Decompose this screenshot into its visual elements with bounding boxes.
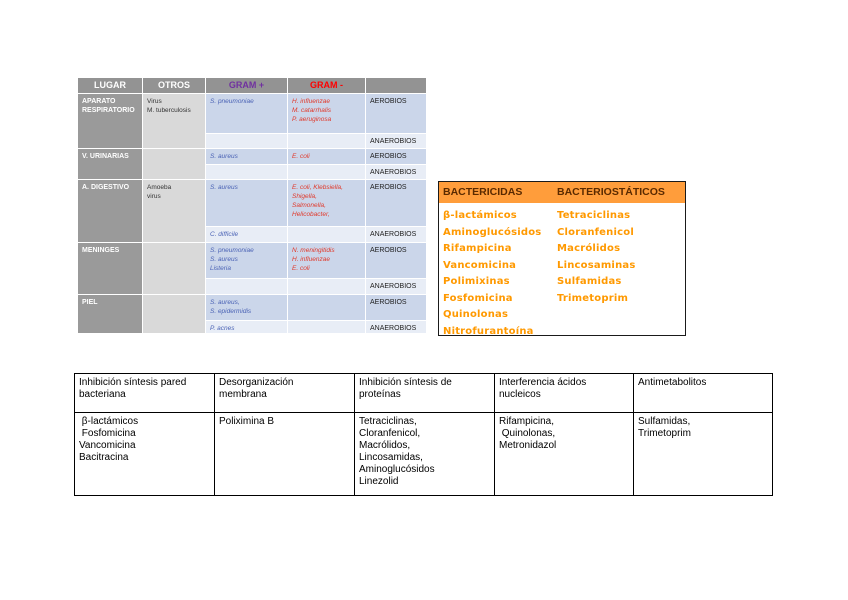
header-cell-cell-wall: Inhibición síntesis pared bacteriana <box>75 374 215 413</box>
header-gram-negative: GRAM - <box>288 78 366 94</box>
gram-negative-cell: H. influenzae M. catarrhalis P. aeruginosa <box>288 94 366 134</box>
list-item: Lincosaminas <box>557 259 636 271</box>
list-item: β-lactámicos <box>443 210 517 221</box>
bactericidas-list <box>443 208 541 340</box>
table-row <box>78 180 427 227</box>
header-lugar: LUGAR <box>78 78 143 94</box>
oxygen-cell: ANAEROBIOS <box>366 321 427 334</box>
header-cell-antimetabolites: Antimetabolitos <box>634 374 773 413</box>
header-cell-membrane: Desorganización membrana <box>215 374 355 413</box>
location-cell: PIEL <box>78 295 143 334</box>
location-cell: MENINGES <box>78 243 143 295</box>
header-otros: OTROS <box>143 78 206 94</box>
header-row <box>75 374 773 413</box>
gram-positive-cell: S. aureus <box>206 180 288 227</box>
oxygen-cell: ANAEROBIOS <box>366 227 427 243</box>
box-header <box>439 182 685 203</box>
oxygen-cell: AEROBIOS <box>366 149 427 165</box>
oxygen-cell: AEROBIOS <box>366 295 427 321</box>
others-cell: Amoeba virus <box>143 180 206 243</box>
header-gram-positive: GRAM + <box>206 78 288 94</box>
oxygen-cell: ANAEROBIOS <box>366 134 427 149</box>
list-item: Vancomicina <box>443 259 517 271</box>
list-item: Polimixinas <box>443 276 510 287</box>
oxygen-cell: ANAEROBIOS <box>366 165 427 180</box>
list-item: Quinolonas <box>443 309 509 320</box>
list-item: Nitrofurantoína <box>443 325 534 337</box>
header-row <box>78 78 427 94</box>
table-cell: Tetraciclinas, Cloranfenicol, Macrólidos, Lincosamidas, Aminoglucósidos Linezolid <box>355 413 495 496</box>
list-item: Sulfamidas <box>557 276 622 287</box>
others-cell <box>143 149 206 180</box>
gram-positive-cell: S. pneumoniae <box>206 94 288 134</box>
table-row <box>78 243 427 279</box>
oxygen-cell: AEROBIOS <box>366 243 427 279</box>
gram-positive-cell: C. difficile <box>206 227 288 243</box>
location-cell: V. URINARIAS <box>78 149 143 180</box>
table-cell: Poliximina B <box>215 413 355 496</box>
table-row <box>75 413 773 496</box>
table-cell: Sulfamidas, Trimetoprim <box>634 413 773 496</box>
bacteria-location-table <box>77 77 427 334</box>
gram-negative-cell: E. coli, Klebsiella, Shigella, Salmonella, Helicobacter, <box>288 180 366 227</box>
table-cell: β-lactámicos Fosfomicina Vancomicina Bacitracina <box>75 413 215 496</box>
table-cell: Rifampicina, Quinolonas, Metronidazol <box>495 413 634 496</box>
bacteriostaticos-heading: BACTERIOSTÁTICOS <box>557 186 665 198</box>
bactericidas-heading: BACTERICIDAS <box>443 186 523 198</box>
others-cell <box>143 295 206 334</box>
others-cell: Virus M. tuberculosis <box>143 94 206 149</box>
list-item: Rifampicina <box>443 243 512 254</box>
gram-positive-cell: P. acnes <box>206 321 288 334</box>
header-cell-nucleic-acids: Interferencia ácidos nucleicos <box>495 374 634 413</box>
location-cell: A. DIGESTIVO <box>78 180 143 243</box>
mechanism-table <box>74 373 773 496</box>
table-row <box>78 295 427 321</box>
list-item: Tetraciclinas <box>557 210 631 221</box>
gram-positive-cell: S. aureus, S. epidermidis <box>206 295 288 321</box>
list-item: Aminoglucósidos <box>443 226 542 238</box>
list-item: Fosfomicina <box>443 292 513 304</box>
gram-negative-cell: N. meningitidis H. influenzae E. coli <box>288 243 366 279</box>
location-cell: APARATO RESPIRATORIO <box>78 94 143 149</box>
list-item: Cloranfenicol <box>557 226 634 238</box>
table-row <box>78 149 427 165</box>
header-cell-protein-synthesis: Inhibición síntesis de proteínas <box>355 374 495 413</box>
gram-positive-cell: S. pneumoniae S. aureus Listeria <box>206 243 288 279</box>
oxygen-cell: ANAEROBIOS <box>366 279 427 295</box>
oxygen-cell: AEROBIOS <box>366 94 427 134</box>
list-item: Trimetoprim <box>557 292 629 304</box>
bactericidal-bacteriostatic-box <box>438 181 686 336</box>
gram-negative-cell: E. coli <box>288 149 366 165</box>
gram-positive-cell: S. aureus <box>206 149 288 165</box>
list-item: Macrólidos <box>557 243 621 254</box>
oxygen-cell: AEROBIOS <box>366 180 427 227</box>
bacteriostaticos-list <box>557 208 635 307</box>
header-extra <box>366 78 427 94</box>
table-row <box>78 94 427 134</box>
others-cell <box>143 243 206 295</box>
